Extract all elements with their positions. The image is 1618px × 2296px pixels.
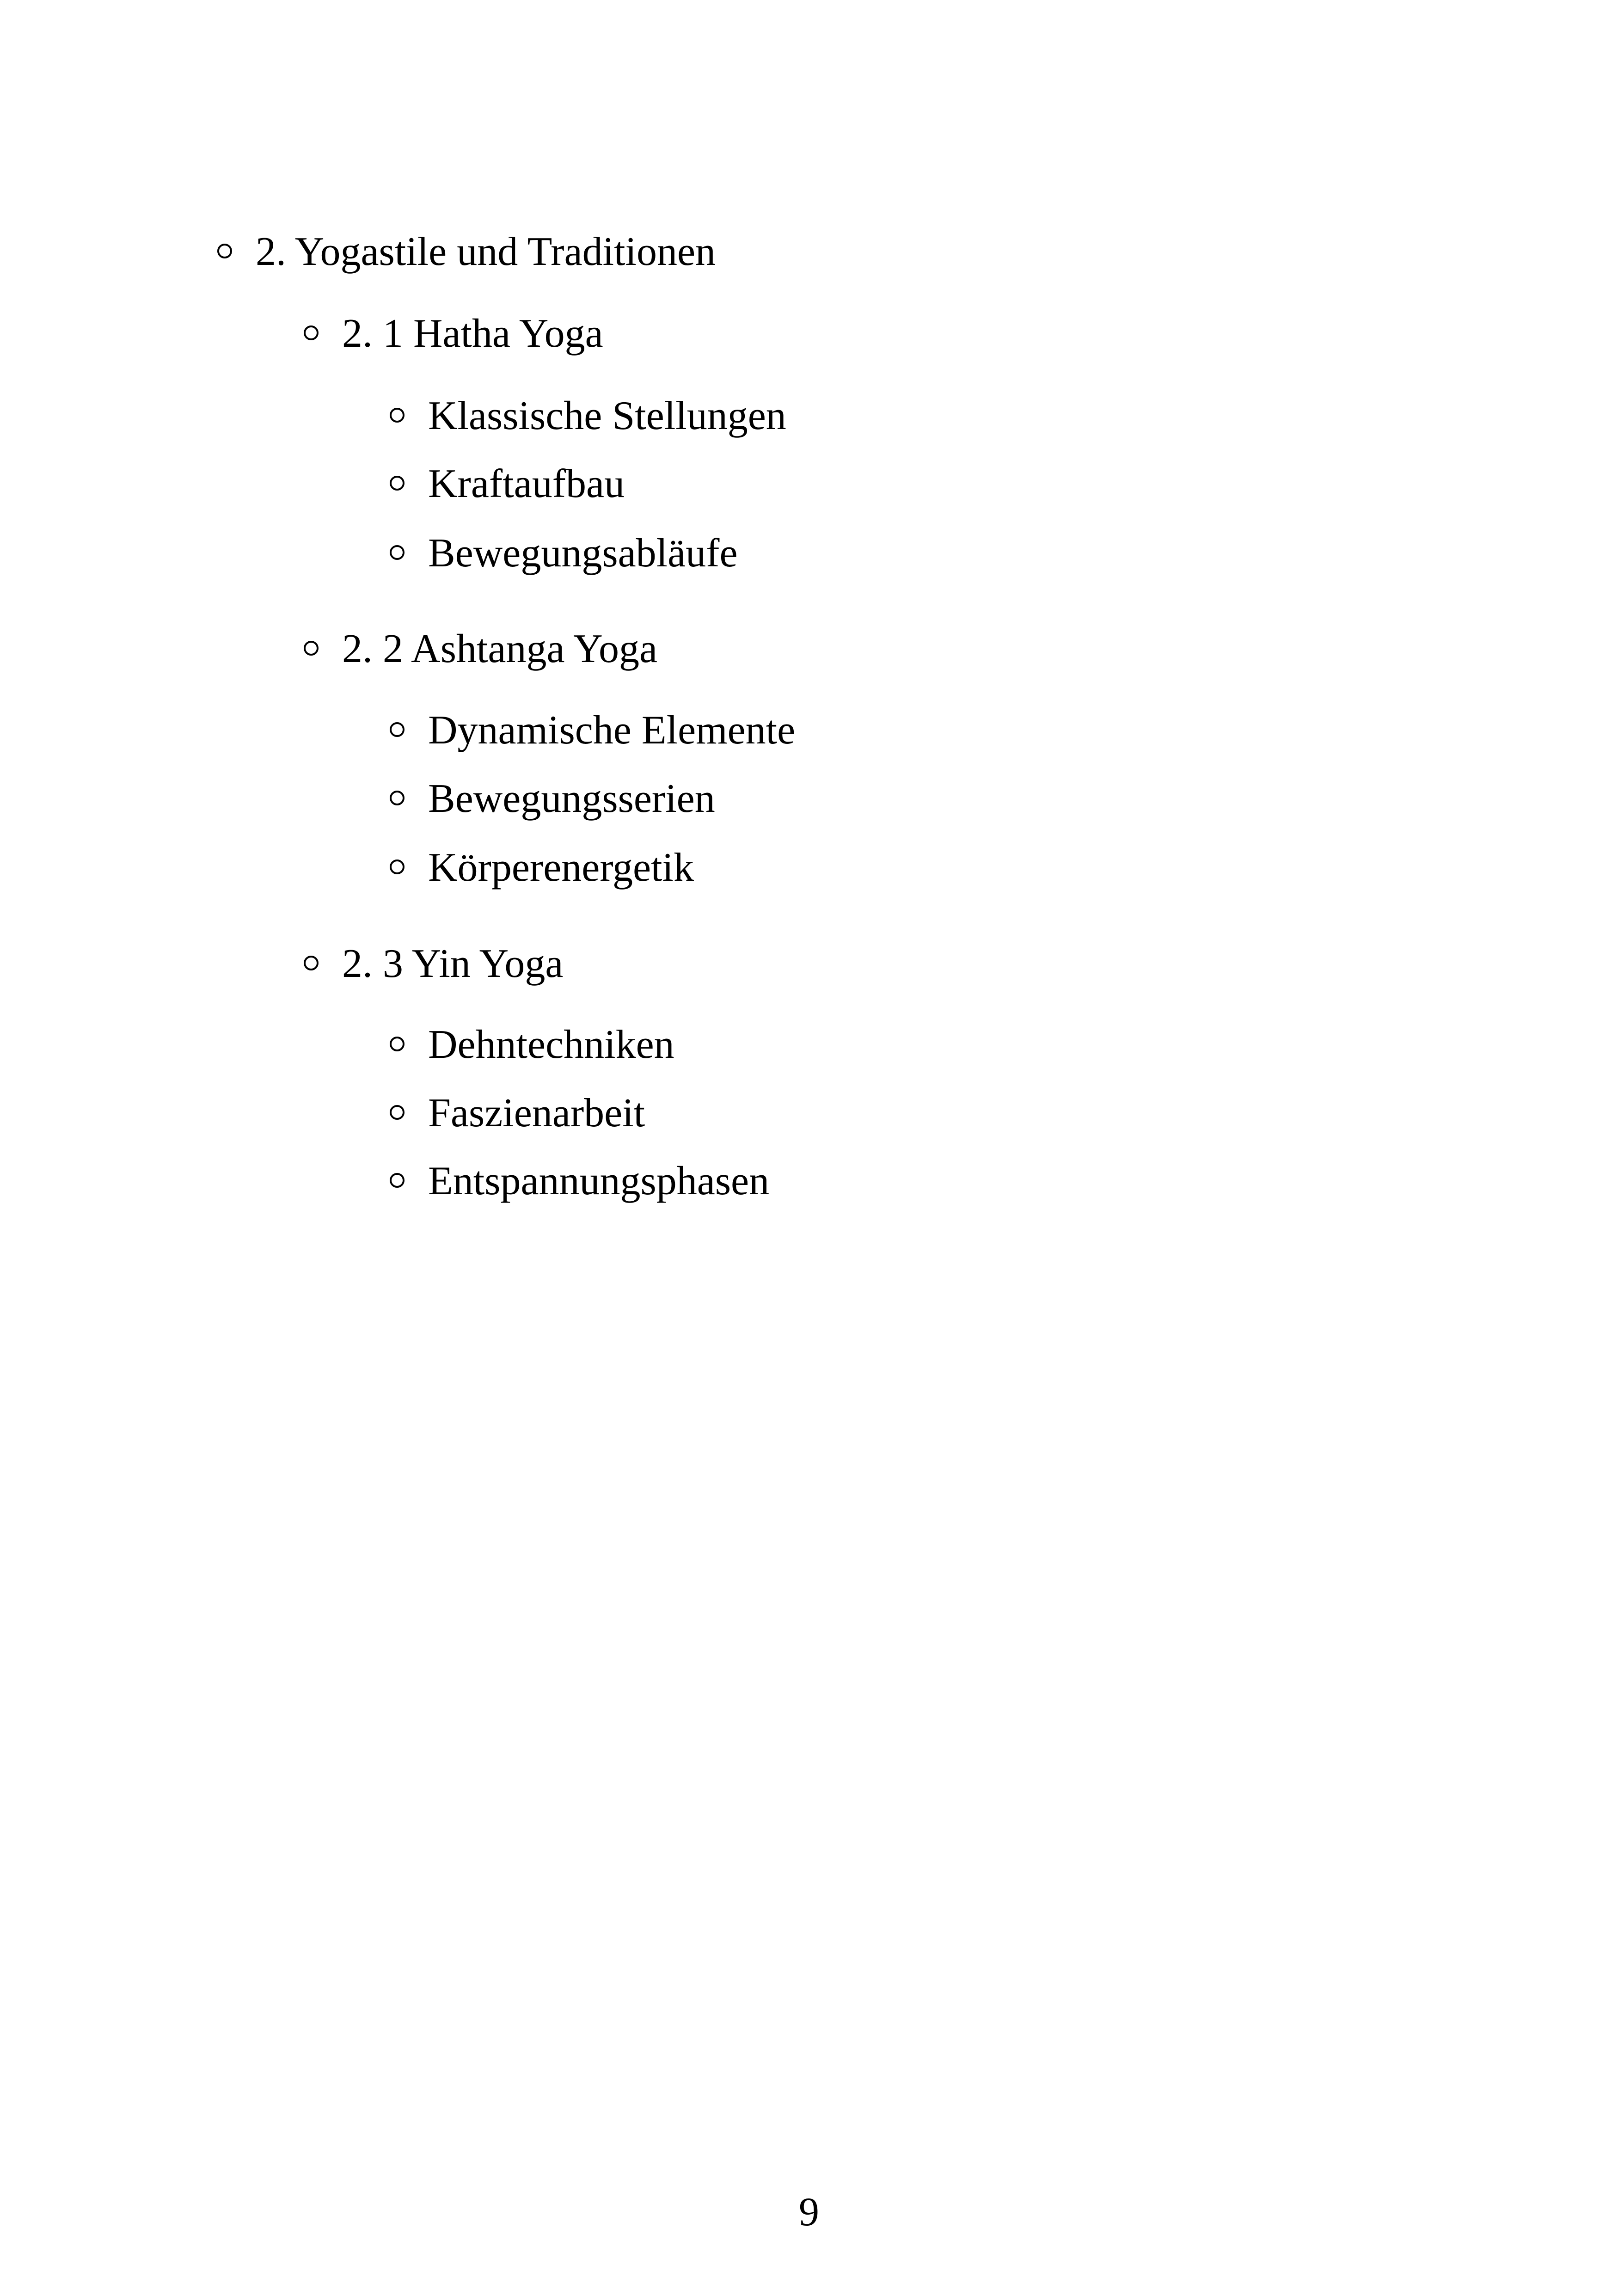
hollow-bullet-icon xyxy=(390,791,404,805)
outline-item-label: Faszienarbeit xyxy=(428,1091,645,1136)
hollow-bullet-icon xyxy=(304,325,319,340)
page-number: 9 xyxy=(799,2190,819,2235)
hollow-bullet-icon xyxy=(390,476,404,491)
outline-item-label: Kraftaufbau xyxy=(428,461,625,506)
hollow-bullet-icon xyxy=(390,859,404,874)
outline-item-label: Klassische Stellungen xyxy=(428,393,786,438)
outline-item-label: 2. 1 Hatha Yoga xyxy=(342,311,603,356)
hollow-bullet-icon xyxy=(390,408,404,423)
outline-item-label: 2. 3 Yin Yoga xyxy=(342,941,564,986)
hollow-bullet-icon xyxy=(390,1173,404,1188)
outline-item-label: Dehntechniken xyxy=(428,1022,674,1067)
outline-item-label: Bewegungsserien xyxy=(428,776,715,821)
hollow-bullet-icon xyxy=(217,244,232,258)
hollow-bullet-icon xyxy=(390,1037,404,1051)
outline-item-label: Bewegungsabläufe xyxy=(428,531,738,576)
outline-item-label: Dynamische Elemente xyxy=(428,708,796,753)
outline-item-label: 2. Yogastile und Traditionen xyxy=(256,229,716,274)
outline-item-label: 2. 2 Ashtanga Yoga xyxy=(342,626,658,671)
hollow-bullet-icon xyxy=(390,545,404,560)
outline-item-label: Körperenergetik xyxy=(428,845,694,890)
outline-item-label: Entspannungsphasen xyxy=(428,1159,770,1203)
hollow-bullet-icon xyxy=(304,956,319,970)
hollow-bullet-icon xyxy=(390,1105,404,1120)
hollow-bullet-icon xyxy=(390,722,404,737)
hollow-bullet-icon xyxy=(304,641,319,656)
